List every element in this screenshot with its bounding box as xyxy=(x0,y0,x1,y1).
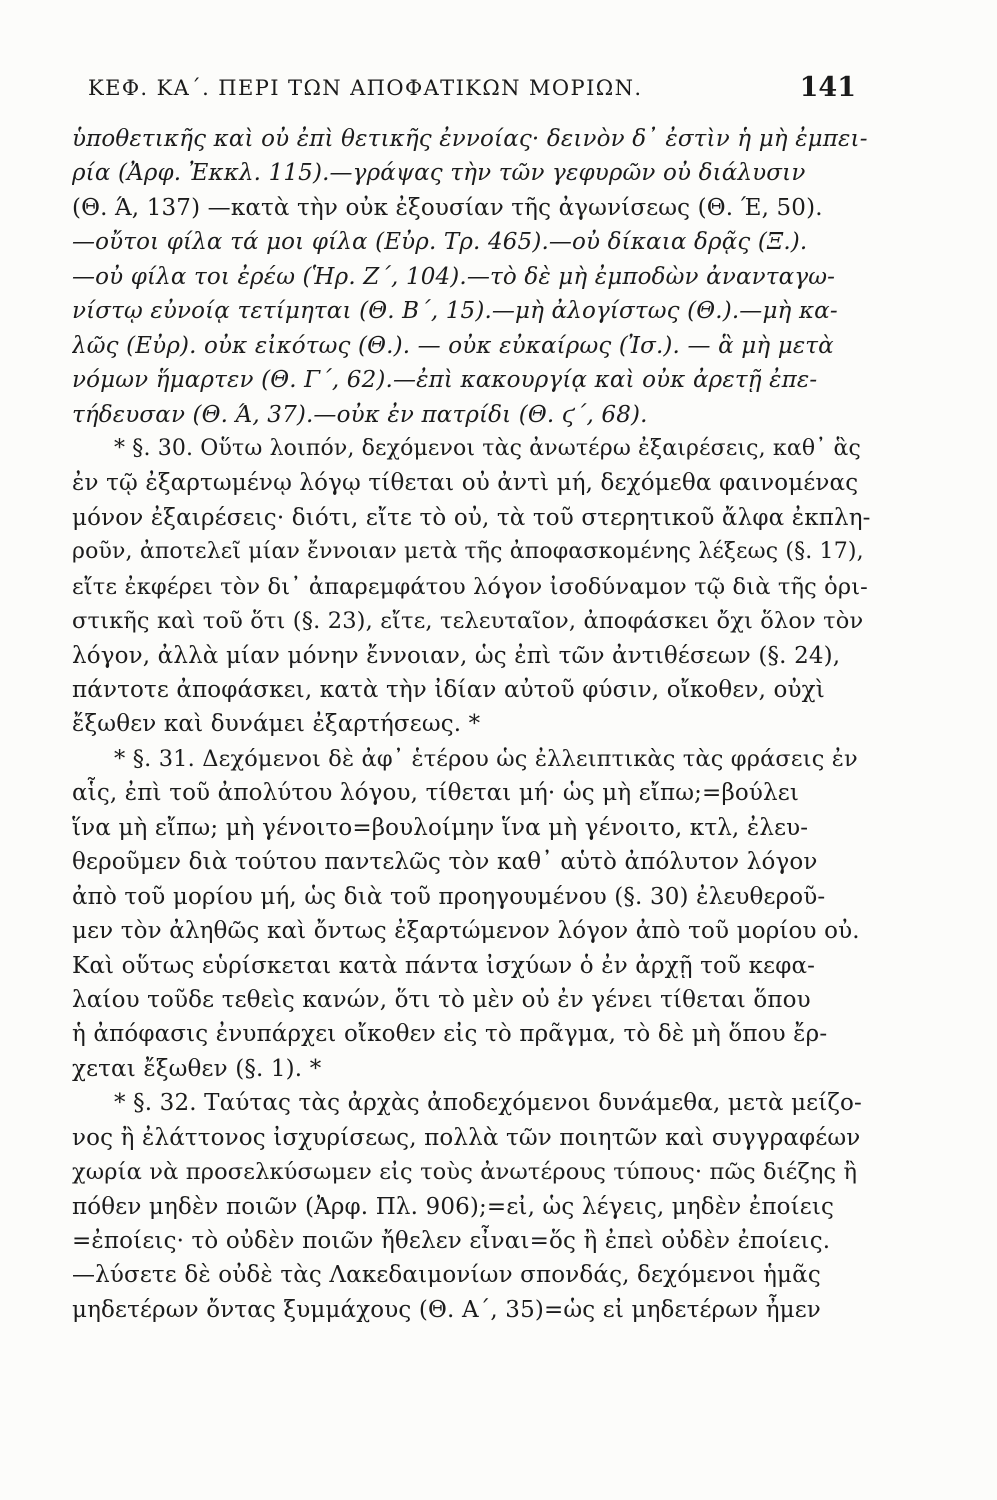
text-line: ἡ ἀπόφασις ἐνυπάρχει οἴκοθεν εἰς τὸ πρᾶγμα, τὸ δὲ μὴ ὅπου ἔρ- xyxy=(72,1021,828,1048)
section-30-heading-line: * §. 30. Οὕτω λοιπόν, δεχόμενοι τὰς ἀνωτέρω ἐξαιρέσεις, καθ᾽ ἃς xyxy=(114,435,862,461)
page-header xyxy=(70,68,856,108)
text-line: —λύσετε δὲ οὐδὲ τὰς Λακεδαιμονίων σπονδάς, δεχόμενοι ἡμᾶς xyxy=(72,1262,821,1289)
page-number: 141 xyxy=(799,72,856,103)
text-line: ἔξωθεν καὶ δυνάμει ἐξαρτήσεως. * xyxy=(72,711,481,738)
text-line: χωρία νὰ προσελκύσωμεν εἰς τοὺς ἀνωτέρους τύπους· πῶς διέζης ἢ xyxy=(72,1159,858,1186)
running-head: ΚΕΦ. ΚΑ΄. ΠΕΡΙ ΤΩΝ ΑΠΟΦΑΤΙΚΩΝ ΜΟΡΙΩΝ. xyxy=(88,76,643,100)
text-line: =ἐποίεις· τὸ οὐδὲν ποιῶν ἤθελεν εἶναι=ὅς ἢ ἐπεὶ οὐδὲν ἐποίεις. xyxy=(72,1228,831,1254)
text-line: ροῦν, ἀποτελεῖ μίαν ἔννοιαν μετὰ τῆς ἀποφασκομένης λέξεως (§. 17), xyxy=(72,539,864,565)
text-line: ἀπὸ τοῦ μορίου μή, ὡς διὰ τοῦ προηγουμένου (§. 30) ἐλευθεροῦ- xyxy=(72,883,826,910)
text-line: πάντοτε ἀποφάσκει, κατὰ τὴν ἰδίαν αὐτοῦ φύσιν, οἴκοθεν, οὐχὶ xyxy=(72,677,825,703)
body-text xyxy=(72,122,872,1327)
text-line: μεν τὸν ἀληθῶς καὶ ὄντως ἐξαρτώμενον λόγον ἀπὸ τοῦ μορίου οὐ. xyxy=(72,918,860,945)
text-line: ρία (Ἀρφ. Ἐκκλ. 115).—γράψας τὴν τῶν γεφυρῶν οὐ διάλυσιν xyxy=(72,160,806,187)
text-line: νος ἢ ἐλάττονος ἰσχυρίσεως, πολλὰ τῶν ποιητῶν καὶ συγγραφέων xyxy=(72,1124,861,1151)
text-line: χεται ἔξωθεν (§. 1). * xyxy=(72,1055,322,1082)
text-line: λόγον, ἀλλὰ μίαν μόνην ἔννοιαν, ὡς ἐπὶ τῶν ἀντιθέσεων (§. 24), xyxy=(72,642,841,669)
text-line: νόμων ἥμαρτεν (Θ. Γ΄, 62).—ἐπὶ κακουργίᾳ καὶ οὐκ ἀρετῇ ἐπε- xyxy=(72,367,818,394)
text-line: —οὔτοι φίλα τά μοι φίλα (Εὐρ. Τρ. 465).—οὐ δίκαια δρᾷς (Ξ.). xyxy=(72,229,808,256)
section-32-heading-line: * §. 32. Ταύτας τὰς ἀρχὰς ἀποδεχόμενοι δυνάμεθα, μετὰ μείζο- xyxy=(114,1090,862,1117)
text-line: νίστῳ εὐνοίᾳ τετίμηται (Θ. Β΄, 15).—μὴ ἀλογίστως (Θ.).—μὴ κα- xyxy=(72,298,838,325)
text-line: τήδευσαν (Θ. Ά, 37).—οὐκ ἐν πατρίδι (Θ. ϛ΄, 68). xyxy=(72,401,648,428)
text-line: πόθεν μηδὲν ποιῶν (Ἀρφ. Πλ. 906);=εἰ, ὡς λέγεις, μηδὲν ἐποίεις xyxy=(72,1193,835,1220)
text-line: αἷς, ἐπὶ τοῦ ἀπολύτου λόγου, τίθεται μή· ὡς μὴ εἴπω;=βούλει xyxy=(72,780,799,807)
text-line: μηδετέρων ὄντας ξυμμάχους (Θ. Α΄, 35)=ὡς εἰ μηδετέρων ἦμεν xyxy=(72,1296,821,1323)
text-line: εἴτε ἐκφέρει τὸν δι᾽ ἀπαρεμφάτου λόγον ἰσοδύναμον τῷ διὰ τῆς ὁρι- xyxy=(72,573,868,600)
text-line: λῶς (Εὐρ). οὐκ εἰκότως (Θ.). — οὐκ εὐκαίρως (Ἰσ.). — ἃ μὴ μετὰ xyxy=(72,332,834,359)
text-line: (Θ. Ά, 137) —κατὰ τὴν οὐκ ἐξουσίαν τῆς ἀγωνίσεως (Θ. Έ, 50). xyxy=(72,194,823,221)
text-line: ἵνα μὴ εἴπω; μὴ γένοιτο=βουλοίμην ἵνα μὴ γένοιτο, κτλ, ἐλευ- xyxy=(72,814,809,841)
text-line: ἐν τῷ ἐξαρτωμένῳ λόγῳ τίθεται οὐ ἀντὶ μή, δεχόμεθα φαινομένας xyxy=(72,470,859,497)
section-31-heading-line: * §. 31. Δεχόμενοι δὲ ἀφ᾽ ἑτέρου ὡς ἐλλειπτικὰς τὰς φράσεις ἐν xyxy=(114,745,858,772)
text-line: λαίου τοῦδε τεθεὶς κανών, ὅτι τὸ μὲν οὐ ἐν γένει τίθεται ὅπου xyxy=(72,986,811,1013)
text-line: Καὶ οὕτως εὑρίσκεται κατὰ πάντα ἰσχύων ὁ ἐν ἀρχῇ τοῦ κεφα- xyxy=(72,952,816,979)
text-line: μόνον ἐξαιρέσεις· διότι, εἴτε τὸ οὐ, τὰ τοῦ στερητικοῦ ἄλφα ἐκπλη- xyxy=(72,504,871,531)
text-line: θεροῦμεν διὰ τούτου παντελῶς τὸν καθ᾽ αὑτὸ ἀπόλυτον λόγον xyxy=(72,849,818,876)
text-line: ὑποθετικῆς καὶ οὐ ἐπὶ θετικῆς ἐννοίας· δεινὸν δ᾽ ἐστὶν ἡ μὴ ἐμπει- xyxy=(72,126,868,152)
text-line: στικῆς καὶ τοῦ ὅτι (§. 23), εἴτε, τελευταῖον, ἀποφάσκει ὄχι ὅλον τὸν xyxy=(72,608,864,635)
text-line: —οὐ φίλα τοι ἐρέω (Ἡρ. Ζ΄, 104).—τὸ δὲ μὴ ἐμποδὼν ἀνανταγω- xyxy=(72,263,836,290)
